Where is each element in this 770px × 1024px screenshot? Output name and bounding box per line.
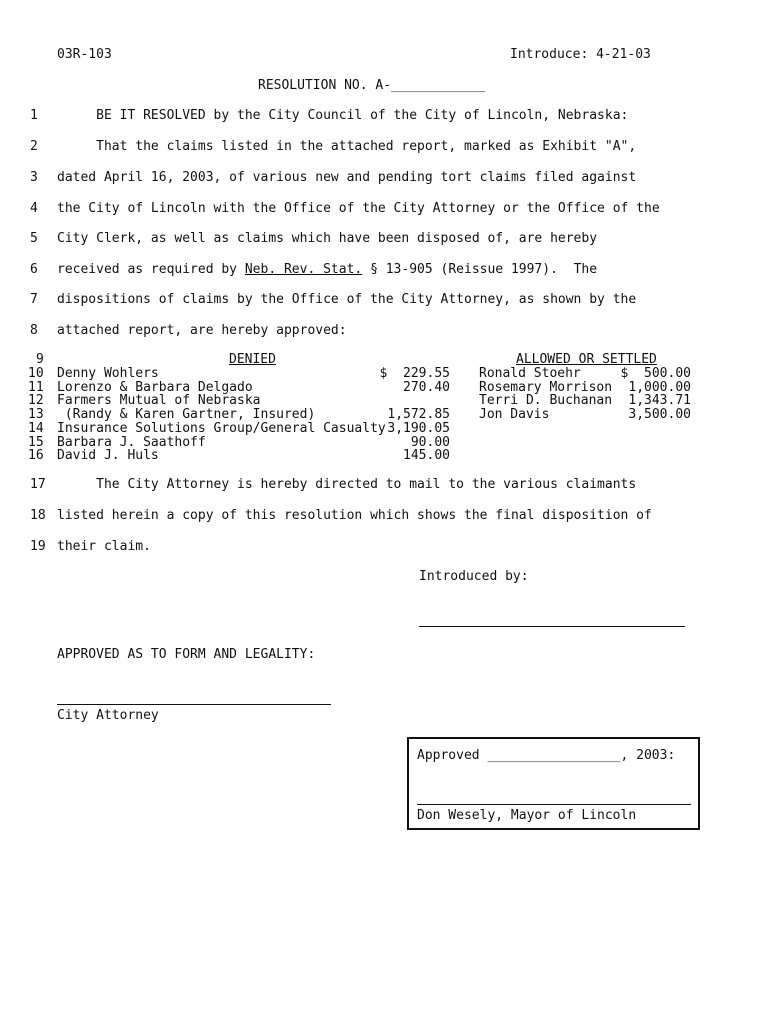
line-number: 17 xyxy=(30,477,46,492)
line-number: 1 xyxy=(30,108,38,123)
line-number: 15 xyxy=(28,435,44,450)
allowed-amount: 1,000.00 xyxy=(628,380,691,395)
line-number: 8 xyxy=(30,323,38,338)
introduce-date: Introduce: 4-21-03 xyxy=(510,47,651,62)
denied-claimant: Barbara J. Saathoff xyxy=(57,435,206,450)
body-line: attached report, are hereby approved: xyxy=(57,323,347,338)
denied-claimant: (Randy & Karen Gartner, Insured) xyxy=(57,407,316,422)
body-line: listed herein a copy of this resolution which shows the final disposition of xyxy=(57,508,652,523)
line-number: 4 xyxy=(30,201,38,216)
denied-claimant: Insurance Solutions Group/General Casualty xyxy=(57,421,386,436)
denied-claimant: Farmers Mutual of Nebraska xyxy=(57,393,261,408)
introducer-signature-line xyxy=(419,626,685,627)
attorney-signature-line xyxy=(57,704,331,705)
line-number: 10 xyxy=(28,366,44,381)
line-number: 19 xyxy=(30,539,46,554)
allowed-claimant: Ronald Stoehr xyxy=(479,366,581,381)
body-text: received as required by xyxy=(57,262,245,277)
resolution-title: RESOLUTION NO. A-____________ xyxy=(258,78,485,93)
allowed-amount: 3,500.00 xyxy=(628,407,691,422)
line-number: 11 xyxy=(28,380,44,395)
line-number: 6 xyxy=(30,262,38,277)
body-line: their claim. xyxy=(57,539,151,554)
allowed-claimant: Terri D. Buchanan xyxy=(479,393,613,408)
body-line: The City Attorney is hereby directed to mail to the various claimants xyxy=(57,477,637,492)
body-line: the City of Lincoln with the Office of the City Attorney or the Office of the xyxy=(57,201,660,216)
introduced-by-label: Introduced by: xyxy=(419,569,529,584)
denied-amount: 3,190.05 xyxy=(387,421,450,436)
denied-claimant: Denny Wohlers xyxy=(57,366,159,381)
allowed-claimant: Jon Davis xyxy=(479,407,550,422)
body-line: dispositions of claims by the Office of the City Attorney, as shown by the xyxy=(57,292,637,307)
allowed-amount: 1,343.71 xyxy=(628,393,691,408)
allowed-amount: $ 500.00 xyxy=(620,366,691,381)
body-line: City Clerk, as well as claims which have been disposed of, are hereby xyxy=(57,231,598,246)
body-line-statute xyxy=(57,262,597,277)
line-number: 12 xyxy=(28,393,44,408)
denied-heading: DENIED xyxy=(229,352,276,367)
mayor-approval-box xyxy=(407,737,700,830)
denied-amount: $ 229.55 xyxy=(379,366,450,381)
body-line: dated April 16, 2003, of various new and pending tort claims filed against xyxy=(57,170,637,185)
line-number: 7 xyxy=(30,292,38,307)
line-number: 5 xyxy=(30,231,38,246)
document-id: 03R-103 xyxy=(57,47,112,62)
approved-date-line: Approved _________________, 2003: xyxy=(417,748,676,763)
line-number: 18 xyxy=(30,508,46,523)
denied-amount: 145.00 xyxy=(403,448,450,463)
approved-form-label: APPROVED AS TO FORM AND LEGALITY: xyxy=(57,647,316,662)
line-number: 13 xyxy=(28,407,44,422)
body-line: That the claims listed in the attached report, marked as Exhibit "A", xyxy=(57,139,637,154)
denied-claimant: Lorenzo & Barbara Delgado xyxy=(57,380,253,395)
line-number: 3 xyxy=(30,170,38,185)
denied-amount: 1,572.85 xyxy=(387,407,450,422)
body-text: § 13-905 (Reissue 1997). The xyxy=(362,262,598,277)
mayor-name: Don Wesely, Mayor of Lincoln xyxy=(417,808,637,823)
mayor-signature-line xyxy=(417,804,691,805)
line-number: 14 xyxy=(28,421,44,436)
line-number: 16 xyxy=(28,448,44,463)
denied-claimant: David J. Huls xyxy=(57,448,159,463)
allowed-heading: ALLOWED OR SETTLED xyxy=(516,352,657,367)
line-number: 2 xyxy=(30,139,38,154)
denied-amount: 270.40 xyxy=(403,380,450,395)
statute-reference: Neb. Rev. Stat. xyxy=(244,262,363,277)
line-number: 9 xyxy=(36,352,44,367)
body-line: BE IT RESOLVED by the City Council of the City of Lincoln, Nebraska: xyxy=(57,108,629,123)
city-attorney-label: City Attorney xyxy=(57,708,159,723)
allowed-claimant: Rosemary Morrison xyxy=(479,380,613,395)
denied-amount: 90.00 xyxy=(410,435,450,450)
